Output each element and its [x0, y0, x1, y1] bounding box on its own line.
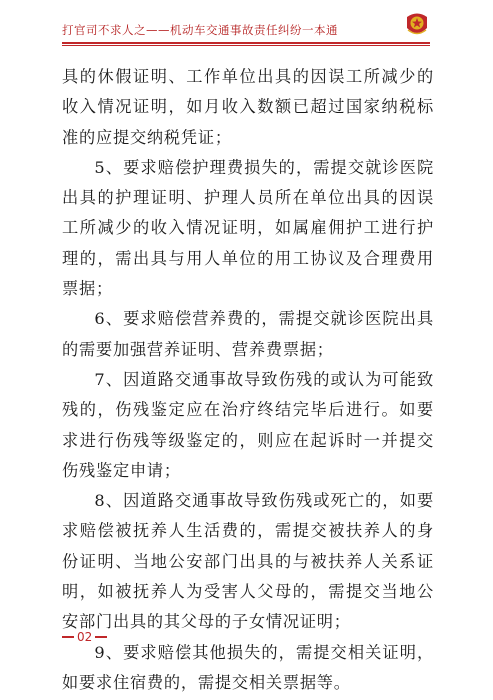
paragraph-item-6: 6、要求赔偿营养费的，需提交就诊医院出具的需要加强营养证明、营养费票据；	[62, 309, 434, 359]
footer-dash-right	[95, 636, 107, 638]
paragraph-item-5: 5、要求赔偿护理费损失的，需提交就诊医院出具的护理证明、护理人员所在单位出具的因误工所减少的收入情况证明，如属雇佣护工进行护理的，需出具与用人单位的用工协议及合理费用票据；	[62, 157, 434, 299]
running-header	[62, 22, 432, 40]
page-number: 02	[77, 630, 93, 644]
header-rule	[62, 42, 430, 44]
paragraph-item-7: 7、因道路交通事故导致伤残的或认为可能致残的，伤残鉴定应在治疗终结完毕后进行。如要求进行伤残等级鉴定的，则应在起诉时一并提交伤残鉴定申请；	[62, 369, 434, 480]
footer-dash-left	[62, 636, 74, 638]
court-emblem-icon	[404, 10, 430, 38]
page-footer	[62, 629, 107, 645]
document-body	[62, 62, 434, 698]
header-title: 打官司不求人之——机动车交通事故责任纠纷一本通	[62, 23, 338, 37]
header-rule-secondary	[62, 45, 430, 46]
paragraph-item-8: 8、因道路交通事故导致伤残或死亡的，如要求赔偿被抚养人生活费的，需提交被扶养人的身份证明、当地公安部门出具的与被扶养人关系证明，如被抚养人为受害人父母的，需提交当地公安部门出具的其父母的子女情况证明；	[62, 491, 434, 632]
paragraph-continuation: 具的休假证明、工作单位出具的因误工所减少的收入情况证明，如月收入数额已超过国家纳税标准的应提交纳税凭证；	[62, 67, 434, 147]
paragraph-item-9: 9、要求赔偿其他损失的，需提交相关证明，如要求住宿费的，需提交相关票据等。	[62, 642, 434, 692]
